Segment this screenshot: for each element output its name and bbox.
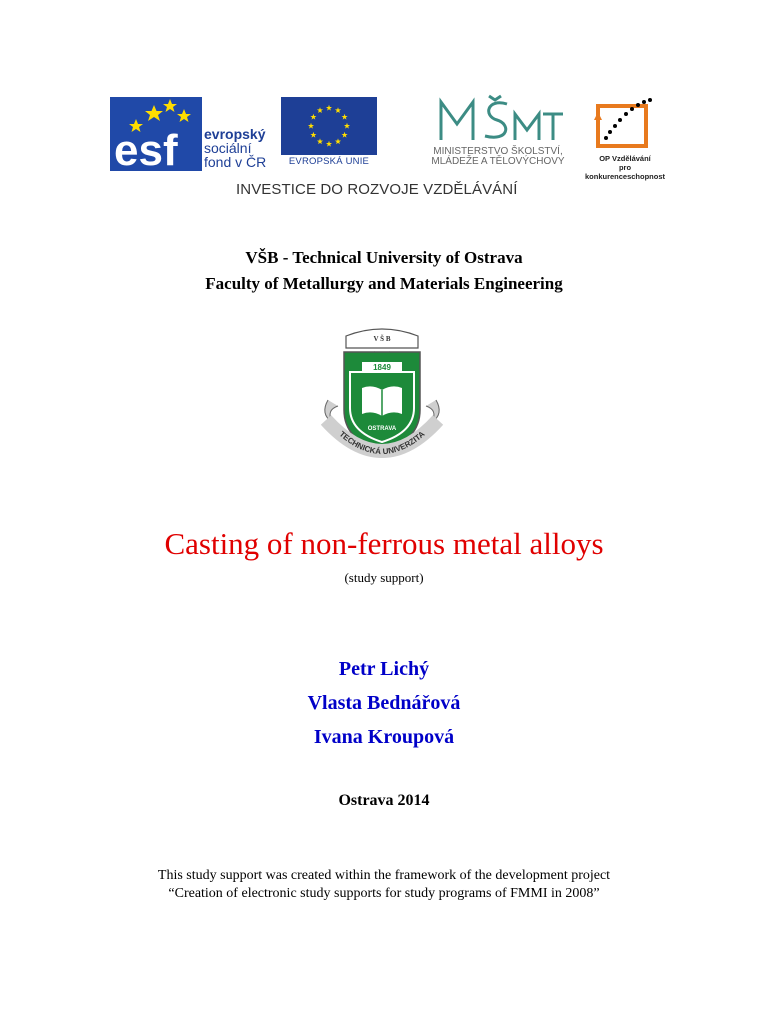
esf-label-line3: fond v ČR [204,154,267,170]
msmt-logo [423,94,573,174]
crest-year: 1849 [373,363,391,372]
document-title: Casting of non-ferrous metal alloys [164,526,604,561]
project-note-line1: This study support was created within the framework of the development project [157,868,611,883]
investice-slogan: INVESTICE DO ROZVOJE VZDĚLÁVÁNÍ [236,181,518,198]
op-logo [580,94,670,181]
op-caption-line2: pro konkurenceschopnost [584,163,666,181]
esf-logo [110,97,274,171]
place-year: Ostrava 2014 [338,792,430,809]
crest-top-text: V Š B [373,335,391,343]
university-crest [318,322,446,468]
op-vzdelavani-icon [580,94,670,154]
msmt-caption-line1: MINISTERSTVO ŠKOLSTVÍ, [433,146,563,157]
university-name: VŠB - Technical University of Ostrava [245,248,523,267]
faculty-name: Faculty of Metallurgy and Materials Engineering [205,274,563,293]
author-3: Ivana Kroupová [313,726,455,748]
crest-arc-text: TECHNICKÁ UNIVERZITA [337,429,427,457]
eu-logo [281,97,377,171]
project-note-line2: “Creation of electronic study supports for study programs of FMMI in 2008” [168,886,600,901]
op-caption [580,154,670,181]
vsb-crest-icon [318,322,446,468]
eu-flag-icon [281,97,377,155]
msmt-monogram-icon [423,94,573,146]
esf-label-line1: evropský [204,126,266,142]
crest-city: OSTRAVA [367,426,397,432]
eu-caption: EVROPSKÁ UNIE [288,156,370,167]
msmt-caption [423,147,573,167]
esf-label [204,127,266,169]
svg-text:esf: esf [114,126,178,171]
op-caption-line1: OP Vzdělávání [599,154,651,163]
author-2: Vlasta Bednářová [307,692,461,714]
logo-banner [110,94,665,204]
esf-label-line2: sociální [204,140,252,156]
author-1: Petr Lichý [338,658,430,680]
msmt-caption-line2: MLÁDEŽE A TĚLOVÝCHOVY [431,156,565,167]
document-subtitle: (study support) [344,570,424,585]
